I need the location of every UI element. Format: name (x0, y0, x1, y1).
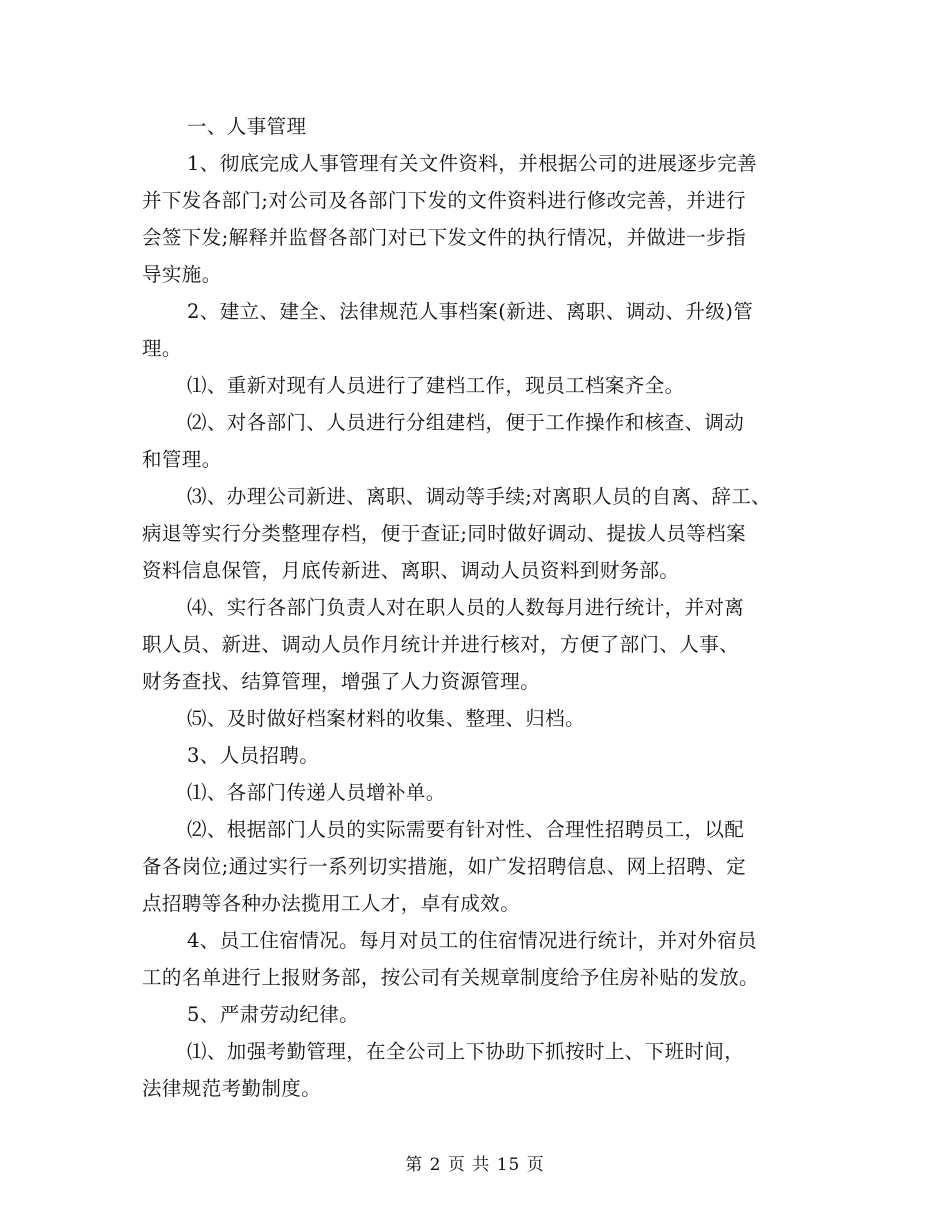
text-line: 一、人事管理 (187, 115, 307, 138)
text-line: 理。 (142, 337, 182, 360)
text-line: 点招聘等各种办法揽用工人才，卓有成效。 (142, 892, 521, 915)
text-line: 资料信息保管，月底传新进、离职、调动人员资料到财务部。 (142, 559, 680, 582)
text-line: ⑵、对各部门、人员进行分组建档，便于工作操作和核查、调动 (187, 411, 745, 434)
text-line: 并下发各部门;对公司及各部门下发的文件资料进行修改完善，并进行 (142, 189, 746, 212)
text-line: 备各岗位;通过实行一系列切实措施，如广发招聘信息、网上招聘、定 (142, 855, 746, 878)
text-line: 和管理。 (142, 448, 222, 471)
document-body (142, 108, 817, 1107)
text-line: ⑴、重新对现有人员进行了建档工作，现员工档案齐全。 (187, 374, 685, 397)
text-line: 法律规范考勤制度。 (142, 1077, 322, 1100)
text-line: 2、建立、建全、法律规范人事档案(新进、离职、调动、升级)管 (187, 300, 754, 323)
text-line: 工的名单进行上报财务部，按公司有关规章制度给予住房补贴的发放。 (142, 966, 759, 989)
text-line: ⑴、加强考勤管理，在全公司上下协助下抓按时上、下班时间， (187, 1040, 745, 1063)
text-line: 4、员工住宿情况。每月对员工的住宿情况进行统计，并对外宿员 (187, 929, 758, 952)
text-line: ⑸、及时做好档案材料的收集、整理、归档。 (187, 707, 586, 730)
text-line: 会签下发;解释并监督各部门对已下发文件的执行情况，并做进一步指 (142, 226, 746, 249)
text-line: 职人员、新进、调动人员作月统计并进行核对，方便了部门、人事、 (142, 633, 740, 656)
text-line: 财务查找、结算管理，增强了人力资源管理。 (142, 670, 541, 693)
text-line: 5、严肃劳动纪律。 (187, 1003, 360, 1026)
text-line: 3、人员招聘。 (187, 744, 320, 767)
text-line: 导实施。 (142, 263, 222, 286)
text-line: ⑵、根据部门人员的实际需要有针对性、合理性招聘员工，以配 (187, 818, 745, 841)
page-footer: 第 2 页 共 15 页 (405, 1155, 545, 1175)
text-line: 1、彻底完成人事管理有关文件资料，并根据公司的进展逐步完善 (187, 152, 758, 175)
text-line: ⑴、各部门传递人员增补单。 (187, 781, 446, 804)
text-line: 病退等实行分类整理存档，便于查证;同时做好调动、提拔人员等档案 (142, 522, 746, 545)
text-line: ⑶、办理公司新进、离职、调动等手续;对离职人员的自离、辞工、 (187, 485, 772, 508)
text-line: ⑷、实行各部门负责人对在职人员的人数每月进行统计，并对离 (187, 596, 745, 619)
